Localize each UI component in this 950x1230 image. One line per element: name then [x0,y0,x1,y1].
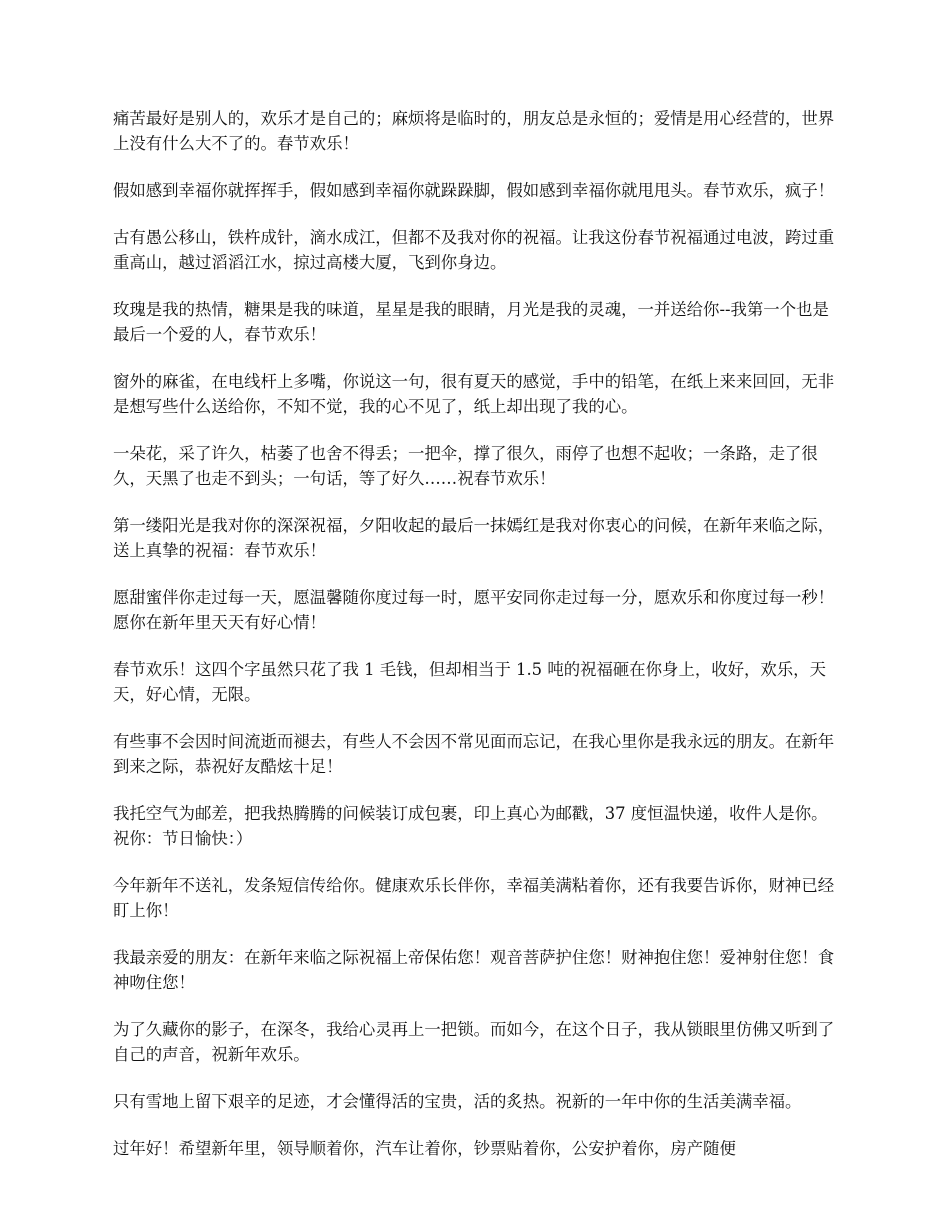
paragraph: 我最亲爱的朋友：在新年来临之际祝福上帝保佑您！观音菩萨护住您！财神抱住您！爱神射住您！食神吻住您！ [113,948,835,992]
paragraph: 一朵花，采了许久，枯萎了也舍不得丢；一把伞，撑了很久，雨停了也想不起收；一条路，走了很久，天黑了也走不到头；一句话，等了好久……祝春节欢乐！ [113,444,818,488]
paragraph: 为了久藏你的影子，在深冬，我给心灵再上一把锁。而如今，在这个日子，我从锁眼里仿佛又听到了自己的声音，祝新年欢乐。 [113,1020,835,1064]
paragraph: 春节欢乐！这四个字虽然只花了我 1 毛钱，但却相当于 1.5 吨的祝福砸在你身上，收好，欢乐，天天，好心情，无限。 [113,660,826,704]
paragraph: 古有愚公移山，铁杵成针，滴水成江，但都不及我对你的祝福。让我这份春节祝福通过电波，跨过重重高山，越过滔滔江水，掠过高楼大厦，飞到你身边。 [113,228,835,272]
paragraph: 痛苦最好是别人的，欢乐才是自己的；麻烦将是临时的，朋友总是永恒的；爱情是用心经营的，世界上没有什么大不了的。春节欢乐！ [113,109,835,153]
paragraph: 窗外的麻雀，在电线杆上多嘴，你说这一句，很有夏天的感觉，手中的铅笔，在纸上来来回回，无非是想写些什么送给你，不知不觉，我的心不见了，纸上却出现了我的心。 [113,372,835,416]
paragraph: 玫瑰是我的热情，糖果是我的味道，星星是我的眼睛，月光是我的灵魂，一并送给你--我第一个也是最后一个爱的人，春节欢乐！ [113,300,829,344]
paragraph: 只有雪地上留下艰辛的足迹，才会懂得活的宝贵，活的炙热。祝新的一年中你的生活美满幸福。 [113,1092,802,1111]
paragraph: 愿甜蜜伴你走过每一天，愿温馨随你度过每一时，愿平安同你走过每一分，愿欢乐和你度过每一秒！愿你在新年里天天有好心情！ [113,588,835,632]
paragraph: 今年新年不送礼，发条短信传给你。健康欢乐长伴你，幸福美满粘着你，还有我要告诉你，财神已经盯上你！ [113,876,835,920]
document-body [113,106,843,1183]
paragraph: 过年好！希望新年里，领导顺着你，汽车让着你，钞票贴着你，公安护着你，房产随便 [113,1139,736,1158]
paragraph: 我托空气为邮差，把我热腾腾的问候装订成包裹，印上真心为邮戳，37 度恒温快递，收件人是你。祝你：节日愉快：） [113,804,828,848]
paragraph: 假如感到幸福你就挥挥手，假如感到幸福你就跺跺脚，假如感到幸福你就甩甩头。春节欢乐，疯子！ [113,181,835,200]
paragraph: 有些事不会因时间流逝而褪去，有些人不会因不常见面而忘记，在我心里你是我永远的朋友。在新年到来之际，恭祝好友酷炫十足！ [113,732,835,776]
paragraph: 第一缕阳光是我对你的深深祝福，夕阳收起的最后一抹嫣红是我对你衷心的问候，在新年来临之际，送上真挚的祝福：春节欢乐！ [113,516,835,560]
